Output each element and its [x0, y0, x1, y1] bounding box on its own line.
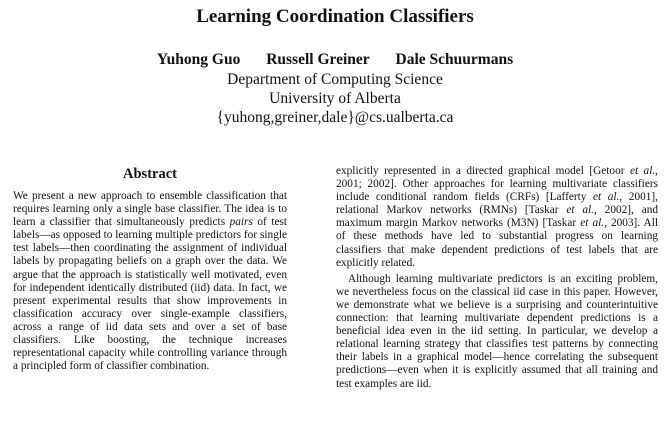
intro-paragraph	[336, 165, 658, 270]
abstract-heading: Abstract	[123, 166, 177, 182]
abstract-text: We present a new approach to ensemble classification that requires learning only a single base classifier. The idea is to learn a classifier that simultaneously predicts	[13, 190, 287, 229]
body-text: explicitly represented in a directed graphical model [Getoor	[336, 165, 630, 177]
emphasis-text: et al.	[593, 191, 620, 204]
emphasis-text: et al.	[566, 204, 595, 217]
emphasis-text: et al.	[580, 217, 605, 230]
abstract-paragraph	[13, 190, 287, 373]
intro-column	[336, 165, 658, 391]
body-text: , 2002], and maximum margin Markov networks (M3N) [Taskar	[336, 204, 659, 230]
affiliation-university: University of Alberta	[269, 90, 401, 107]
emphasis-text: pairs	[229, 216, 253, 229]
affiliation-department: Department of Computing Science	[227, 71, 443, 88]
body-text: , 2003]. All of these methods have led to substantial progress on learning classifiers that make dependent predictions of test labels that are explicitly related.	[336, 217, 658, 269]
abstract-body	[13, 190, 287, 373]
author-email: {yuhong,greiner,dale}@cs.ualberta.ca	[216, 109, 454, 126]
intro-paragraph: Although learning multivariate predictors is an exciting problem, we nevertheless focus on the classical iid case in this paper. However, we demonstrate what we believe is a surprising and counterintuitive connection: that learning multivariate dependent predictions is a beneficial idea even in the iid setting. In particular, we develop a relational learning strategy that classifies test patterns by connecting their labels in a graphical model—hence correlating the subsequent predictions—even when it is explicitly assumed that all training and test examples are iid.	[336, 272, 658, 390]
author-name: Russell Greiner	[266, 51, 370, 68]
author-list	[0, 50, 670, 70]
emphasis-text: et al.	[629, 165, 656, 177]
abstract-text: of test labels—as opposed to learning multiple predictors for single test labels—then coordinating the assignment of individual labels by propagating beliefs on a graph over the data. We argue that the approach is statistically well motivated, even for independent identically distributed (iid) data. In fact, we present experimental results that show improvements in classification accuracy over single-example classifiers, across a range of iid data sets and over a set of base classifiers. Like boosting, the technique increases representational capacity while controlling variance through a principled form of classifier combination.	[13, 216, 288, 373]
author-name: Yuhong Guo	[156, 51, 241, 68]
body-text: , 2001], relational Markov networks (RMNs) [Taskar	[336, 191, 658, 217]
author-name: Dale Schuurmans	[395, 51, 514, 68]
body-text: , 2001; 2002]. Other approaches for learning multivariate classifiers include conditional random fields (CRFs) [Lafferty	[336, 165, 658, 204]
paper-title: Learning Coordination Classifiers	[196, 6, 474, 27]
